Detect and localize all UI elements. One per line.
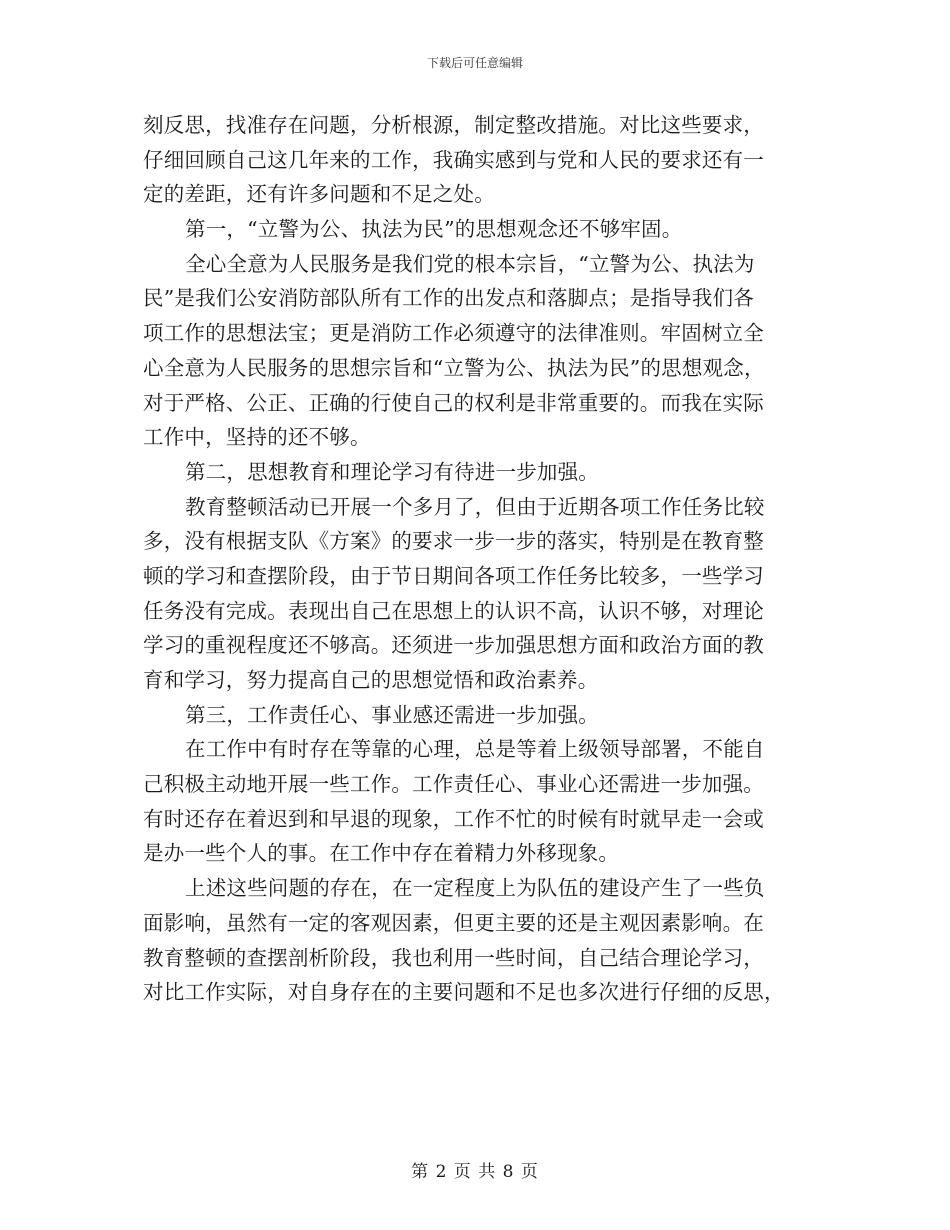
text-line: 己积极主动地开展一些工作。工作责任心、事业心还需进一步加强。 — [143, 772, 764, 797]
text-line: 仔细回顾自己这几年来的工作，我确实感到与党和人民的要求还有一 — [143, 147, 764, 172]
text-line: 在工作中有时存在等靠的心理，总是等着上级领导部署，不能自 — [185, 737, 765, 762]
text-line: 对比工作实际，对自身存在的主要问题和不足也多次进行仔细的反思， — [143, 980, 785, 1005]
text-line: 教育整顿活动已开展一个多月了，但由于近期各项工作任务比较 — [185, 494, 765, 519]
document-body — [143, 108, 811, 1010]
text-line: 对于严格、公正、正确的行使自己的权利是非常重要的。而我在实际 — [143, 390, 764, 415]
page-footer: 第 2 页 共 8 页 — [411, 1162, 539, 1182]
text-line: 第三，工作责任心、事业感还需进一步加强。 — [185, 702, 599, 727]
text-line: 多，没有根据支队《方案》的要求一步一步的落实，特别是在教育整 — [143, 529, 764, 554]
text-line: 上述这些问题的存在，在一定程度上为队伍的建设产生了一些负 — [185, 876, 765, 901]
text-line: 第一，“立警为公、执法为民”的思想观念还不够牢固。 — [185, 217, 683, 242]
text-line: 有时还存在着迟到和早退的现象，工作不忙的时候有时就早走一会或 — [143, 806, 764, 831]
text-line: 顿的学习和查摆阶段，由于节日期间各项工作任务比较多，一些学习 — [143, 563, 764, 588]
text-line: 项工作的思想法宝；更是消防工作必须遵守的法律准则。牢固树立全 — [143, 321, 764, 346]
text-line: 第二，思想教育和理论学习有待进一步加强。 — [185, 459, 599, 484]
text-line: 教育整顿的查摆剖析阶段，我也利用一些时间，自己结合理论学习， — [143, 945, 764, 970]
text-line: 育和学习，努力提高自己的思想觉悟和政治素养。 — [143, 668, 599, 692]
text-line: 面影响，虽然有一定的客观因素，但更主要的还是主观因素影响。在 — [143, 910, 764, 935]
text-line: 学习的重视程度还不够高。还须进一步加强思想方面和政治方面的教 — [143, 633, 764, 658]
text-line: 工作中，坚持的还不够。 — [143, 425, 371, 450]
page-header: 下载后可任意编辑 — [426, 56, 523, 70]
text-line: 刻反思，找准存在问题，分析根源，制定整改措施。对比这些要求， — [143, 113, 764, 137]
text-line: 任务没有完成。表现出自己在思想上的认识不高，认识不够，对理论 — [143, 598, 764, 623]
text-line: 是办一些个人的事。在工作中存在着精力外移现象。 — [143, 841, 620, 866]
text-line: 心全意为人民服务的思想宗旨和“立警为公、执法为民”的思想观念， — [143, 355, 765, 380]
text-line: 定的差距，还有许多问题和不足之处。 — [143, 182, 495, 207]
text-line: 全心全意为人民服务是我们党的根本宗旨，“立警为公、执法为 — [185, 251, 755, 276]
text-line: 民”是我们公安消防部队所有工作的出发点和落脚点；是指导我们各 — [143, 286, 754, 311]
